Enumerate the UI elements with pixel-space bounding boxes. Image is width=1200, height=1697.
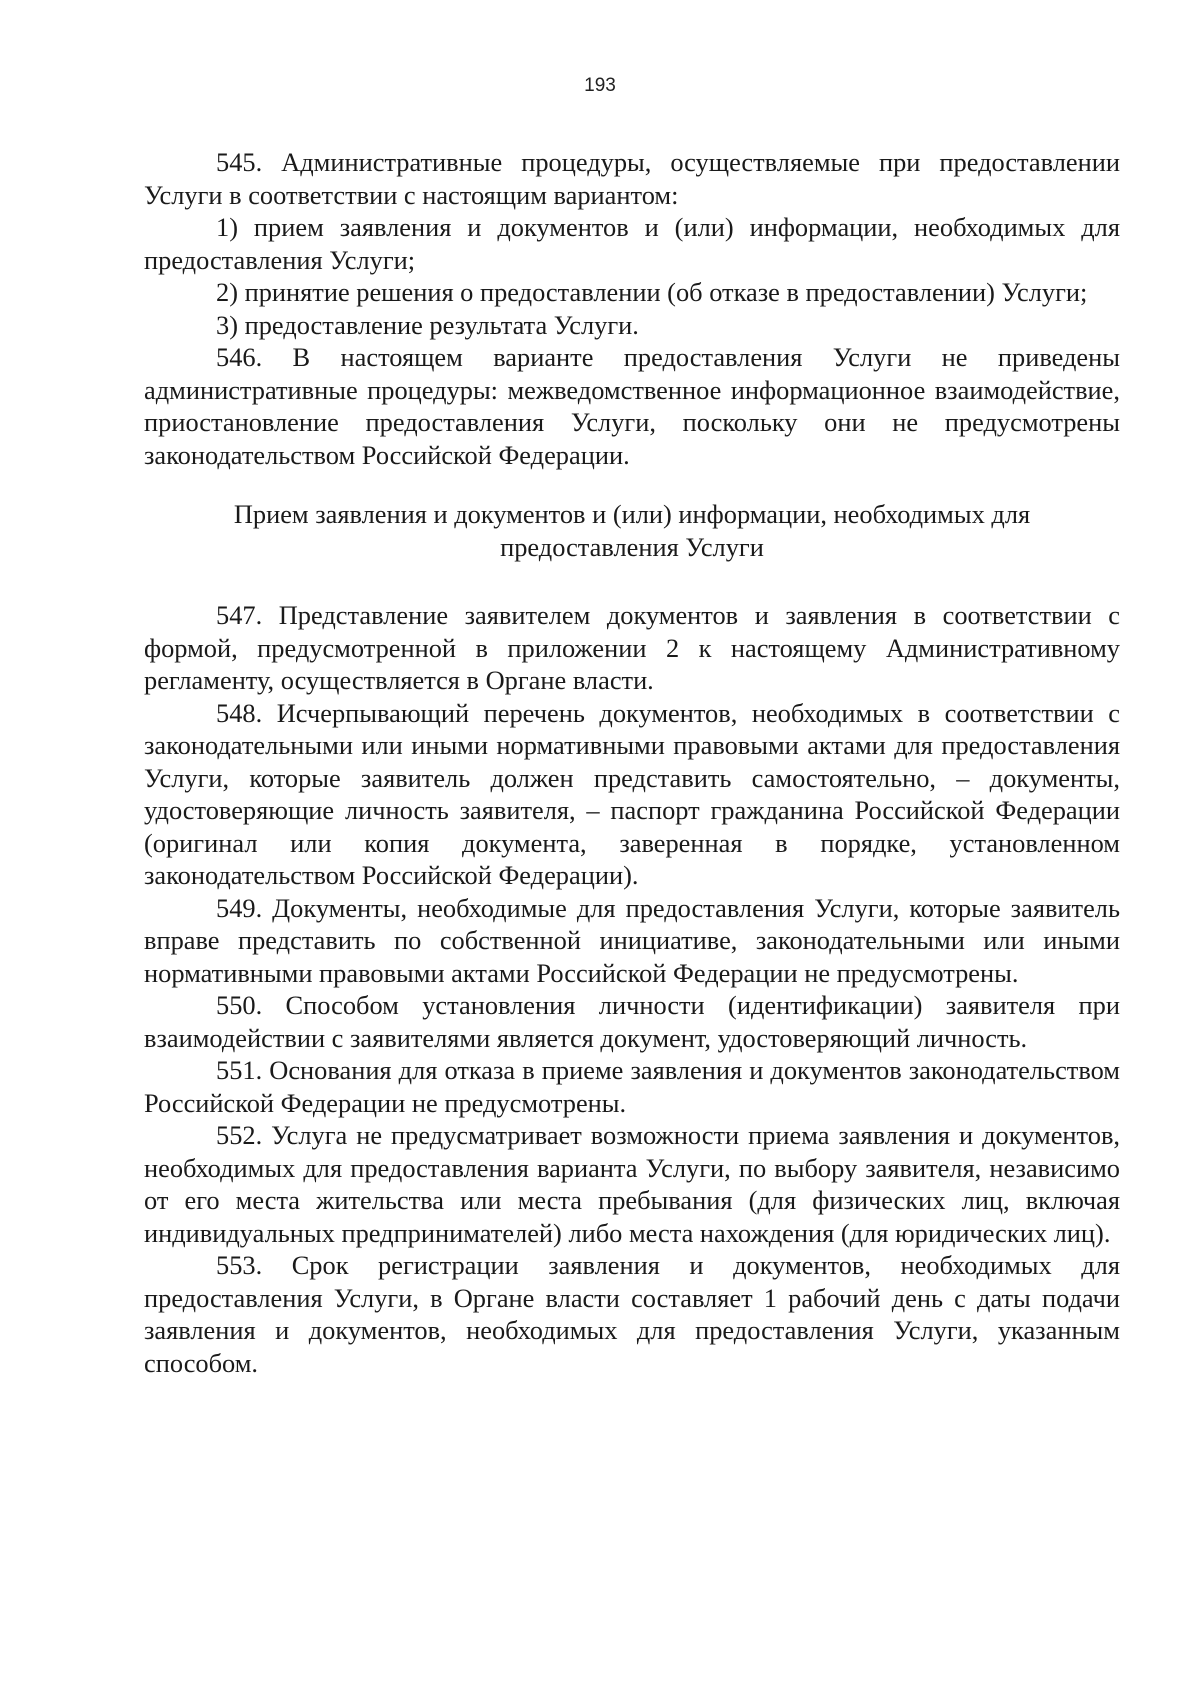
- paragraph-552: 552. Услуга не предусматривает возможности приема заявления и документов, необходимых для предоставления варианта Услуги, по выбору заявителя, независимо от его места жительства или места пребывания (для физических лиц, включая индивидуальных предпринимателей) либо места нахождения (для юридических лиц).: [144, 1120, 1120, 1248]
- paragraph-547: 547. Представление заявителем документов и заявления в соответствии с формой, предусмотренной в приложении 2 к настоящему Административному регламенту, осуществляется в Органе власти.: [144, 600, 1120, 695]
- section-heading-line-1: Прием заявления и документов и (или) информации, необходимых для: [233, 499, 1031, 529]
- list-item-1: 1) прием заявления и документов и (или) информации, необходимых для предоставления Услуги;: [144, 212, 1120, 275]
- paragraph-545: 545. Административные процедуры, осуществляемые при предоставлении Услуги в соответствии с настоящим вариантом:: [144, 147, 1120, 210]
- paragraph-549: 549. Документы, необходимые для предоставления Услуги, которые заявитель вправе представить по собственной инициативе, законодательными или иными нормативными правовыми актами Российской Федерации не предусмотрены.: [144, 892, 1120, 988]
- paragraph-546: 546. В настоящем варианте предоставления Услуги не приведены административные процедуры: межведомственное информационное взаимодействие, приостановление предоставления Услуги, поскольку они не предусмотрены законодательством Российской Федерации.: [144, 342, 1120, 470]
- paragraph-553: 553. Срок регистрации заявления и документов, необходимых для предоставления Услуги, в Органе власти составляет 1 рабочий день с даты подачи заявления и документов, необходимых для предоставления Услуги, указанным способом.: [144, 1250, 1120, 1378]
- list-item-2: 2) принятие решения о предоставлении (об отказе в предоставлении) Услуги;: [216, 277, 1088, 307]
- paragraph-551: 551. Основания для отказа в приеме заявления и документов законодательством Российской Федерации не предусмотрены.: [144, 1055, 1120, 1118]
- paragraph-550: 550. Способом установления личности (идентификации) заявителя при взаимодействии с заявителями является документ, удостоверяющий личность.: [144, 990, 1120, 1053]
- document-body: [144, 146, 1120, 1379]
- page-number: 193: [584, 75, 616, 96]
- paragraph-548: 548. Исчерпывающий перечень документов, необходимых в соответствии с законодательными или иными нормативными правовыми актами для предоставления Услуги, которые заявитель должен представить самостоятельно, – документы, удостоверяющие личность заявителя, – паспорт гражданина Российской Федерации (оригинал или копия документа, заверенная в порядке, установленном законодательством Российской Федерации).: [144, 697, 1120, 890]
- section-heading-line-2: предоставления Услуги: [500, 531, 764, 562]
- section-heading: [144, 498, 1120, 563]
- list-item-3: 3) предоставление результата Услуги.: [216, 309, 639, 340]
